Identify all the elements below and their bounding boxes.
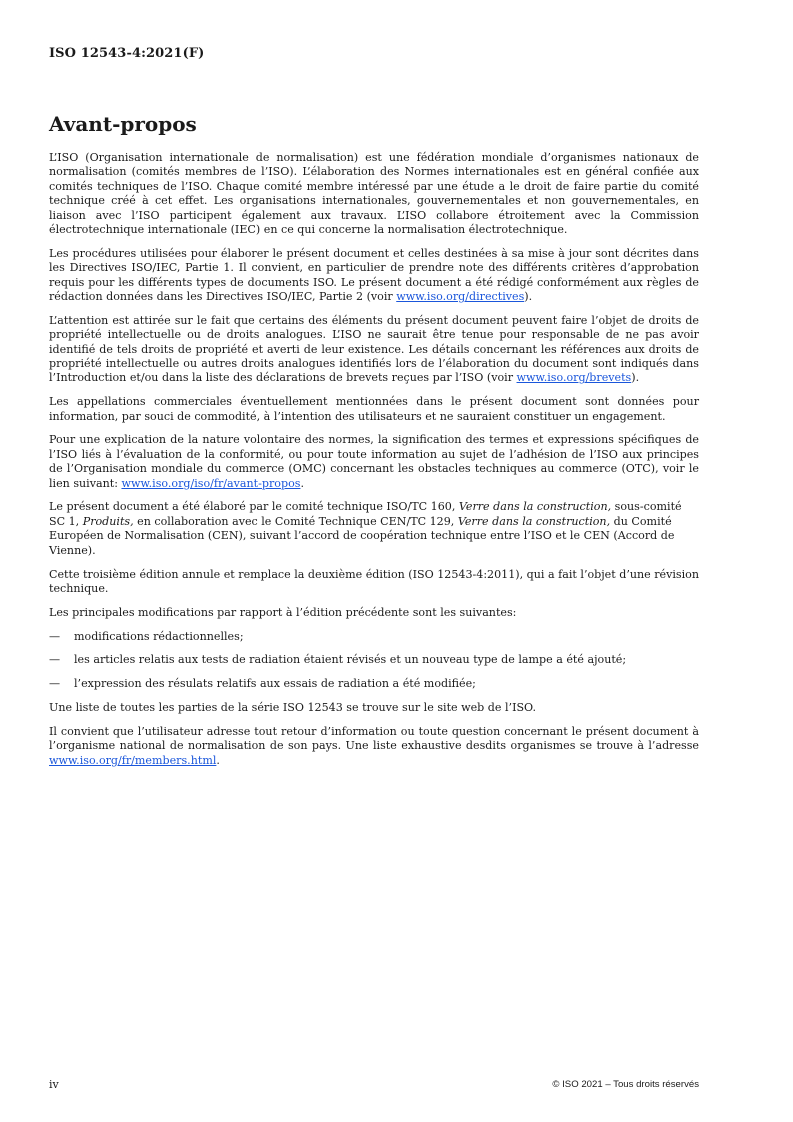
paragraph-edition: Cette troisième édition annule et remplace la deuxième édition (ISO 12543-4:2011), qui a fait l’objet d’une révision technique. [49,567,699,595]
paragraph-tail: ). [524,290,533,304]
list-item-text: les articles relatis aux tests de radiation étaient révisés et un nouveau type de lampe a été ajouté; [74,653,627,667]
list-dash: — [49,653,61,667]
page-title: Avant-propos [49,112,197,136]
paragraph-text: Il convient que l’utilisateur adresse tout retour d’information ou toute question concernant le présent document à l’organisme national de normalisation de son pays. Une liste exhaustive desdits organismes se trouve à l’adresse [49,724,699,753]
paragraph-text: du Comité Européen de Normalisation (CEN), suivant l’accord de coopération technique entre l’ISO et le CEN (Accord de Vienne). [49,514,675,557]
paragraph-trade-names: Les appellations commerciales éventuellement mentionnées dans le présent document sont données pour information, par souci de commodité, à l’intention des utilisateurs et ne sauraient constituer un engagement. [49,395,699,423]
paragraph-voluntary-nature [49,433,699,491]
paragraph-changes-intro: Les principales modifications par rapport à l’édition précédente sont les suivantes: [49,605,517,619]
list-item-text: l’expression des résulats relatifs aux essais de radiation a été modifiée; [74,677,476,691]
directives-link[interactable]: www.iso.org/directives [396,290,525,304]
subcommittee-title: Produits, [82,514,134,528]
paragraph-iso-intro: L’ISO (Organisation internationale de normalisation) est une fédération mondiale d’organismes nationaux de normalisation (comités membres de l’ISO). L’élaboration des Normes internationales est en général confiée aux comités techniques de l’ISO. Chaque comité membre intéressé par une étude a le droit de faire partie du comité technique créé à cet effet. Les organisations internationales, gouvernementales et non gouvernementales, en liaison avec l’ISO participent également aux travaux. L’ISO collabore étroitement avec la Commission électrotechnique internationale (IEC) en ce qui concerne la normalisation électrotechnique. [49,151,699,237]
list-item-text: modifications rédactionnelles; [74,629,244,643]
list-dash: — [49,629,61,643]
paragraph-text: en collaboration avec le Comité Technique CEN/TC 129, [133,514,458,528]
paragraph-text: Le présent document a été élaboré par le comité technique ISO/TC 160, [49,500,459,514]
page-number: iv [49,1078,59,1091]
paragraph-text: Les procédures utilisées pour élaborer le présent document et celles destinées à sa mise à jour sont décrites dans les Directives ISO/IEC, Partie 1. Il convient, en particulier de prendre note des différents critères d’approbation requis pour les différents types de documents ISO. Le présent document a été rédigé conformément aux règles de rédaction données dans les Directives ISO/IEC, Partie 2 (voir [49,246,699,304]
foreword-link[interactable]: www.iso.org/iso/fr/avant-propos [121,476,301,490]
list-item [49,677,699,691]
paragraph-tail: . [216,753,220,767]
paragraph-text: sous-comité SC 1, [49,500,682,528]
paragraph-committee [49,500,699,558]
paragraph-tail: ). [631,371,640,385]
paragraph-procedures [49,247,699,305]
document-id: ISO 12543-4:2021(F) [49,46,205,61]
paragraph-tail: . [300,476,304,490]
paragraph-feedback [49,725,699,768]
foreword-body [49,151,699,777]
patents-link[interactable]: www.iso.org/brevets [516,371,632,385]
committee-title: Verre dans la construction, [458,500,612,514]
list-item [49,653,699,667]
paragraph-series-list: Une liste de toutes les parties de la série ISO 12543 se trouve sur le site web de l’ISO. [49,700,537,714]
paragraph-text: L’attention est attirée sur le fait que certains des éléments du présent document peuvent faire l’objet de droits de propriété intellectuelle ou de droits analogues. L’ISO ne saurait être tenue pour responsable de ne pas avoir identifié de tels droits de propriété et averti de leur existence. Les détails concernant les références aux droits de propriété intellectuelle ou autres droits analogues identifiés lors de l’élaboration du document sont indiqués dans l’Introduction et/ou dans la liste des déclarations de brevets reçues par l’ISO (voir [49,313,699,385]
paragraph-patents [49,314,699,386]
paragraph-text: Pour une explication de la nature volontaire des normes, la signification des termes et expressions spécifiques de l’ISO liés à l’évaluation de la conformité, ou pour toute information au sujet de l’adhésion de l’ISO aux principes de l’Organisation mondiale du commerce (OMC) concernant les obstacles techniques au commerce (OTC), voir le lien suivant: [49,433,699,490]
list-item [49,630,699,644]
members-link[interactable]: www.iso.org/fr/members.html [49,753,217,767]
copyright-notice: © ISO 2021 – Tous droits réservés [552,1079,699,1090]
cen-committee-title: Verre dans la construction, [457,514,611,528]
list-dash: — [49,677,61,691]
